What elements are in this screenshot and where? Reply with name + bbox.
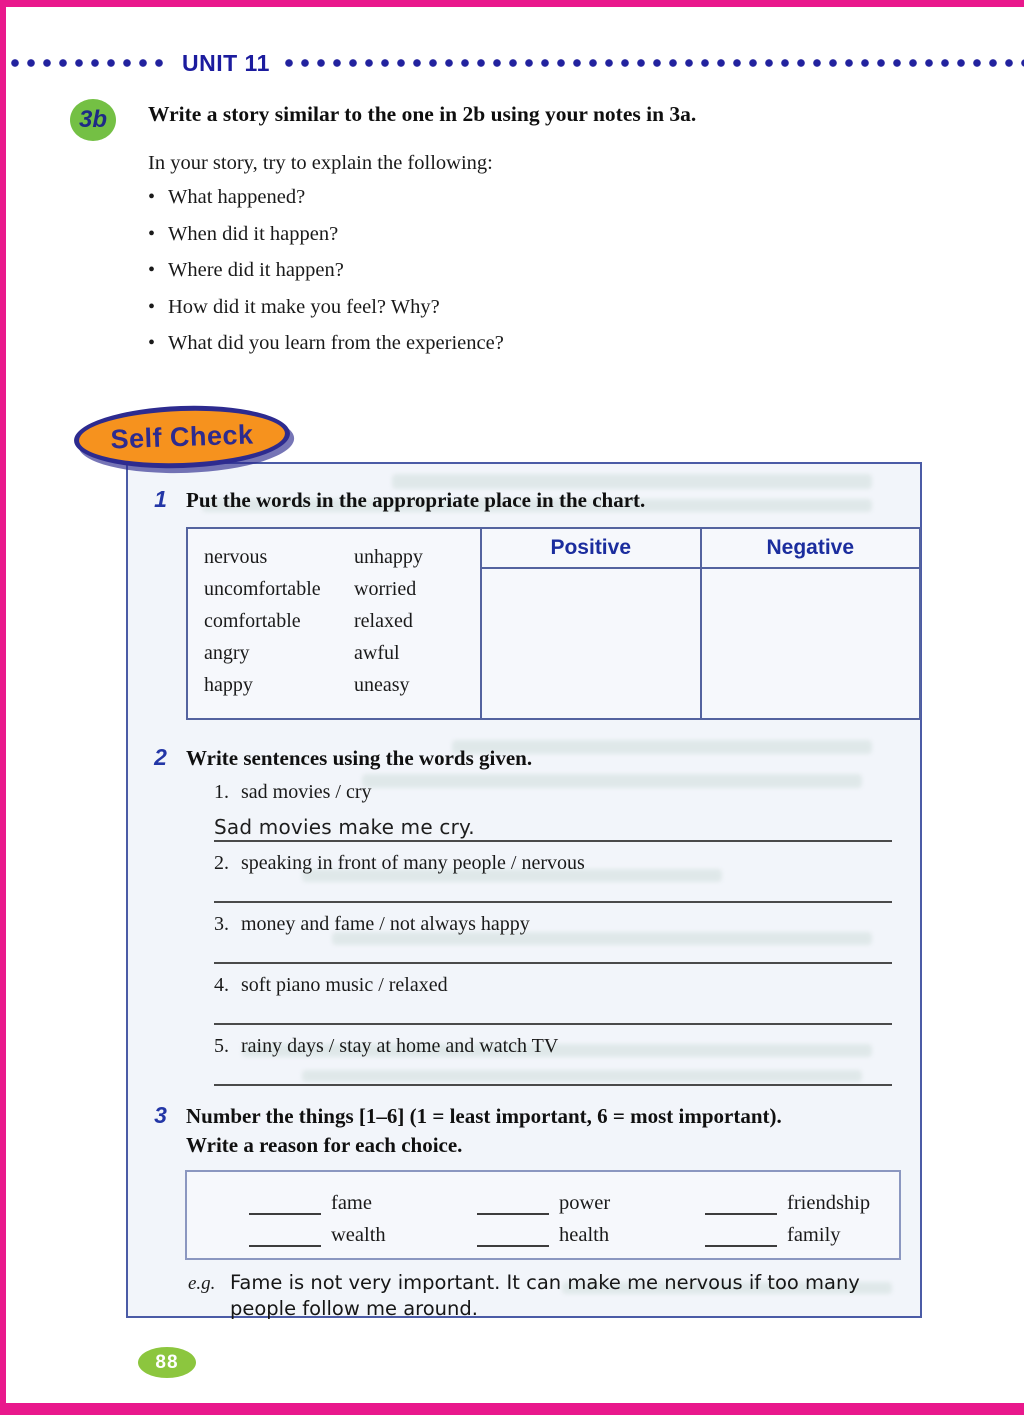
self-check-badge: Self Check — [73, 402, 291, 472]
bullet-item — [148, 296, 504, 333]
activity-3b-title: Write a story similar to the one in 2b using your notes in 3a. — [148, 102, 697, 126]
answer-line[interactable] — [214, 805, 892, 842]
word: uncomfortable — [204, 578, 321, 600]
sentence-prompt — [214, 850, 892, 876]
rank-label: power — [559, 1192, 611, 1214]
positive-answer-cell[interactable] — [482, 569, 700, 718]
bullet-text: How did it make you feel? Why? — [168, 295, 440, 318]
activity-3b-intro: In your story, try to explain the following: — [148, 152, 493, 174]
example-sentence — [188, 1270, 898, 1322]
example-label: e.g. — [188, 1273, 216, 1294]
sentence-prompt — [214, 972, 892, 998]
sentence-prompt — [214, 911, 892, 937]
word-bank — [188, 529, 482, 718]
bullet-dot-icon: • — [148, 295, 156, 318]
sentence-item — [214, 911, 892, 964]
word: angry — [204, 642, 250, 664]
answer-line[interactable] — [214, 1063, 892, 1086]
exercise1-number: 1 — [154, 486, 167, 512]
rank-blank[interactable] — [477, 1195, 549, 1215]
unit-title: UNIT 11 — [182, 49, 270, 76]
column-header-positive: Positive — [482, 529, 700, 569]
answer-text: Sad movies make me cry. — [214, 815, 475, 839]
rank-label: family — [787, 1224, 841, 1246]
prompt-text: sad movies / cry — [241, 781, 372, 803]
ranking-item — [429, 1183, 657, 1215]
prompt-bullet-list — [148, 186, 504, 369]
ranking-row — [201, 1183, 885, 1215]
prompt-text: rainy days / stay at home and watch TV — [241, 1035, 559, 1057]
self-check-panel — [126, 462, 922, 1318]
word: comfortable — [204, 610, 301, 632]
bullet-text: What happened? — [168, 186, 306, 208]
exercise3-header — [149, 1102, 920, 1160]
exercise2-header — [149, 744, 920, 771]
ranking-box — [185, 1170, 901, 1260]
rank-blank[interactable] — [705, 1227, 777, 1247]
item-number: 3. — [214, 913, 229, 935]
exercise3-title: Number the things [1–6] (1 = least important, 6 = most important). Write a reason for each choice. — [186, 1104, 782, 1157]
exercise2-title: Write sentences using the words given. — [186, 746, 533, 770]
page-frame-bottom — [0, 1403, 1024, 1415]
sentence-item — [214, 972, 892, 1025]
rank-label: fame — [331, 1192, 372, 1214]
sentence-item — [214, 1033, 892, 1086]
positive-column — [482, 529, 702, 718]
word-chart — [186, 527, 921, 720]
exercise1-title: Put the words in the appropriate place in the chart. — [186, 488, 646, 512]
prompt-text: speaking in front of many people / nervous — [241, 852, 585, 874]
exercise3-number: 3 — [154, 1102, 167, 1128]
answer-line[interactable] — [214, 1002, 892, 1025]
rank-label: friendship — [787, 1192, 871, 1214]
bullet-dot-icon: • — [148, 259, 156, 281]
item-number: 5. — [214, 1035, 229, 1057]
page-number-badge: 88 — [138, 1347, 196, 1378]
rank-blank[interactable] — [249, 1227, 321, 1247]
word: happy — [204, 674, 253, 696]
sentence-item — [214, 779, 892, 842]
prompt-text: money and fame / not always happy — [241, 913, 530, 935]
bullet-item — [148, 223, 504, 260]
sentence-prompt — [214, 1033, 892, 1059]
rank-label: health — [559, 1224, 610, 1246]
word: nervous — [204, 546, 268, 568]
activity-3b-badge: 3b — [70, 99, 116, 141]
example-text: Fame is not very important. It can make me nervous if too many people follow me around. — [230, 1271, 860, 1320]
rank-blank[interactable] — [477, 1227, 549, 1247]
word-bank-column-1 — [204, 541, 354, 718]
answer-line[interactable] — [214, 880, 892, 903]
unit-header — [10, 50, 1024, 76]
ranking-item — [429, 1215, 657, 1247]
ranking-row — [201, 1215, 885, 1247]
dotted-rule-left — [10, 58, 168, 68]
column-header-negative: Negative — [702, 529, 920, 569]
sentence-prompt — [214, 779, 892, 805]
word: unhappy — [354, 546, 423, 568]
prompt-text: soft piano music / relaxed — [241, 974, 448, 996]
bullet-text: What did you learn from the experience? — [168, 332, 504, 354]
ranking-item — [201, 1215, 429, 1247]
page-frame-top — [0, 0, 1024, 7]
item-number: 2. — [214, 852, 229, 874]
bullet-text: Where did it happen? — [168, 259, 344, 281]
negative-answer-cell[interactable] — [702, 569, 920, 718]
sentence-item — [214, 850, 892, 903]
bullet-text: When did it happen? — [168, 222, 339, 245]
exercise1-header — [149, 486, 920, 513]
dotted-rule-right — [284, 58, 1024, 68]
ranking-item — [657, 1215, 885, 1247]
sentence-items — [214, 779, 892, 1086]
word-bank-column-2 — [354, 541, 423, 718]
ranking-item — [657, 1183, 885, 1215]
word: awful — [354, 642, 400, 664]
bullet-dot-icon: • — [148, 186, 156, 208]
bullet-dot-icon: • — [148, 222, 156, 245]
item-number: 1. — [214, 781, 229, 803]
page-frame-left — [0, 0, 6, 1415]
word: uneasy — [354, 674, 410, 696]
bullet-item — [148, 259, 504, 296]
rank-blank[interactable] — [705, 1195, 777, 1215]
ranking-item — [201, 1183, 429, 1215]
bullet-dot-icon: • — [148, 332, 156, 354]
word: relaxed — [354, 610, 413, 632]
bullet-item — [148, 186, 504, 223]
item-number: 4. — [214, 974, 229, 996]
word: worried — [354, 578, 417, 600]
rank-label: wealth — [331, 1224, 386, 1246]
negative-column — [702, 529, 920, 718]
answer-line[interactable] — [214, 941, 892, 964]
bullet-item — [148, 332, 504, 369]
exercise2-number: 2 — [154, 744, 167, 770]
rank-blank[interactable] — [249, 1195, 321, 1215]
